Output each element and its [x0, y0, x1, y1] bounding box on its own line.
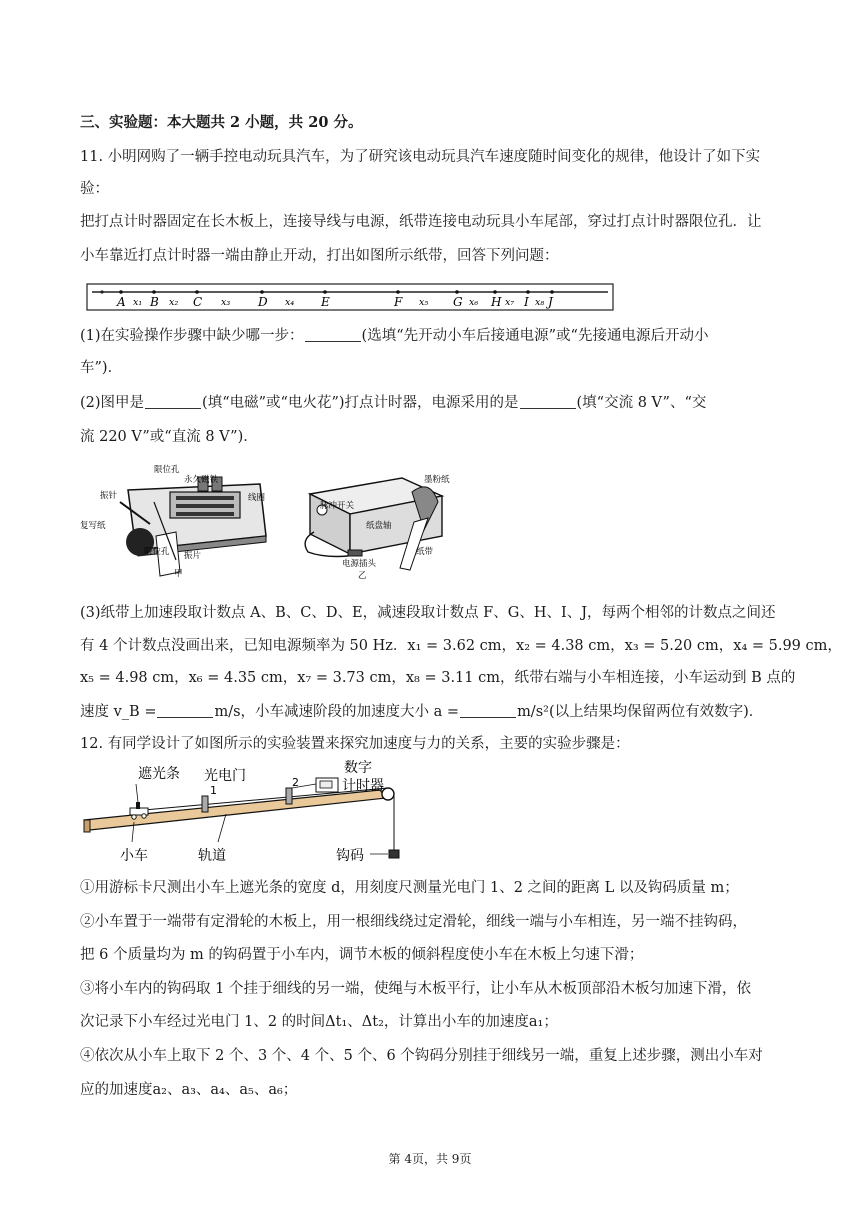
tape-dot-B [152, 290, 156, 294]
tape-segment-label-2: x₂ [169, 297, 179, 308]
fig12-label-strip: 遮光条 [138, 766, 180, 782]
fig-yi-label-4: 电源插头 [342, 559, 377, 569]
q11-part3-line4 [80, 702, 763, 722]
tape-segment-label-4: x₄ [285, 297, 295, 308]
section-heading: 三、实验题：本大题共 2 小题，共 20 分。 [80, 114, 363, 131]
fig-yi-label-2: 纸盘轴 [366, 521, 392, 531]
fig-jia-caption: 甲 [174, 569, 183, 579]
tape-dot-J [550, 290, 554, 294]
q11-part3-line1: (3)纸带上加速段取计数点 A、B、C、D、E，减速段取计数点 F、G、H、I、J，每两个相邻的计数点之间还 [80, 605, 776, 621]
tape-point-label-A: A [117, 295, 126, 309]
fig12-label-timer-2: 计时器 [342, 778, 384, 794]
tape-segment-label-6: x₆ [469, 297, 479, 308]
answer-blank-1 [305, 327, 361, 342]
fig-jia-label-1: 限位孔 [154, 465, 180, 475]
tape-segment-label-8: x₈ [535, 297, 545, 308]
tape-point-label-C: C [193, 295, 203, 309]
q11-part3-text-a: 速度 v_B = [80, 704, 157, 720]
tape-point-label-I: I [524, 295, 529, 309]
fig-yi-caption: 乙 [358, 571, 367, 581]
tape-point-label-G: G [453, 295, 463, 309]
figure-photogate-apparatus [80, 758, 410, 868]
q11-part2-text-b: (填“电磁”或“电火花”)打点计时器，电源采用的是 [202, 395, 519, 411]
fig-jia-label-3: 线圈 [248, 493, 266, 503]
answer-blank-2 [145, 394, 201, 409]
q12-step3-line2: 次记录下小车经过光电门 1、2 的时间Δt₁、Δt₂，计算出小车的加速度a₁； [80, 1014, 558, 1030]
q12-step4-line2: 应的加速度a₂、a₃、a₄、a₅、a₆； [80, 1082, 298, 1098]
q11-part3-line3: x₅ = 4.98 cm，x₆ = 4.35 cm，x₇ = 3.73 cm，x₈ = 3.11 cm，纸带右端与小车相连接，小车运动到 B 点的 [80, 670, 796, 686]
q11-setup-line2: 小车靠近打点计时器一端由静止开动，打出如图所示纸带，回答下列问题： [80, 248, 559, 264]
q11-part2-text-a: (2)图甲是 [80, 395, 145, 411]
q12-step4-line1: ④依次从小车上取下 2 个、3 个、4 个、5 个、6 个钩码分别挂于细线另一端，重复上述步骤，测出小车对 [80, 1048, 763, 1064]
tape-dot-I [526, 290, 530, 294]
q11-part2-line1 [80, 393, 706, 413]
tape-point-label-H: H [491, 295, 502, 309]
q11-part1-text-a: (1)在实验操作步骤中缺少哪一步： [80, 328, 304, 344]
q11-part3-line2: 有 4 个计数点没画出来，已知电源频率为 50 Hz．x₁ = 3.62 cm，x₂ = 4.38 cm，x₃ = 5.20 cm，x₄ = 5.99 cm， [80, 638, 842, 654]
fig-yi-label-1: 脉冲开关 [320, 501, 355, 511]
fig12-label-weight: 钩码 [336, 848, 364, 864]
fig12-label-gate2: 2 [292, 776, 299, 789]
q11-part3-text-b: m/s，小车减速阶段的加速度大小 a = [214, 704, 460, 720]
tape-point-label-B: B [150, 295, 159, 309]
fig-jia-label-0: 振针 [100, 491, 118, 501]
tape-point-label-E: E [321, 295, 330, 309]
q12-intro: 12. 有同学设计了如图所示的实验装置来探究加速度与力的关系，主要的实验步骤是： [80, 736, 630, 752]
fig-jia-label-6: 振片 [184, 551, 202, 561]
q11-part3-text-c: m/s²(以上结果均保留两位有效数字)． [517, 704, 764, 720]
fig12-label-track: 轨道 [198, 848, 226, 864]
fig12-label-gate1: 1 [210, 784, 217, 797]
q11-part1-line1 [80, 326, 708, 346]
q12-step1: ①用游标卡尺测出小车上遮光条的宽度 d，用刻度尺测量光电门 1、2 之间的距离 L 以及钩码质量 m； [80, 880, 739, 896]
tape-dot-H [493, 290, 497, 294]
tape-dot-G [455, 290, 459, 294]
fig-jia-label-4: 复写纸 [80, 521, 106, 531]
tape-segment-label-3: x₃ [221, 297, 231, 308]
tape-point-label-D: D [258, 295, 268, 309]
q11-part2-text-c: (填“交流 8 V”、“交 [576, 395, 707, 411]
answer-blank-5 [460, 703, 516, 718]
fig12-label-cart: 小车 [120, 848, 148, 864]
q12-step2-line2: 把 6 个质量均为 m 的钩码置于小车内，调节木板的倾斜程度使小车在木板上匀速下滑； [80, 947, 644, 963]
fig-yi-label-0: 墨粉纸 [424, 475, 450, 485]
page-footer: 第 4页，共 9页 [388, 1152, 472, 1166]
tape-dot-D [260, 290, 264, 294]
tape-point-label-F: F [394, 295, 403, 309]
answer-blank-3 [520, 394, 576, 409]
fig-jia-label-2: 永久磁铁 [184, 475, 219, 485]
q11-part2-line2: 流 220 V”或“直流 8 V”)． [80, 429, 258, 445]
fig12-label-timer-1: 数字 [344, 760, 372, 776]
tape-dot-F [396, 290, 400, 294]
q11-part1-text-b: (选填“先开动小车后接通电源”或“先接通电源后开动小 [361, 328, 709, 344]
tape-segment-label-5: x₅ [419, 297, 429, 308]
tape-segment-label-1: x₁ [133, 297, 143, 308]
q12-step3-line1: ③将小车内的钩码取 1 个挂于细线的另一端，使绳与木板平行，让小车从木板顶部沿木板匀加速下滑，依 [80, 981, 751, 997]
paper-tape-figure [86, 283, 616, 313]
q11-part1-line2: 车”)． [80, 360, 123, 376]
answer-blank-4 [157, 703, 213, 718]
tape-dot-A [119, 290, 123, 294]
q11-intro-line1: 11. 小明网购了一辆手控电动玩具汽车，为了研究该电动玩具汽车速度随时间变化的规律，他设计了如下实 [80, 149, 761, 165]
tape-point-label-J: J [548, 295, 553, 309]
figure-jia-electromagnetic-timer [80, 462, 280, 582]
tape-dot-C [195, 290, 199, 294]
figure-yi-spark-timer [292, 472, 462, 582]
tape-segment-label-7: x₇ [505, 297, 515, 308]
fig-jia-label-5: 限位孔 [144, 547, 170, 557]
fig-yi-label-3: 纸带 [416, 547, 434, 557]
fig12-label-gate: 光电门 [204, 768, 246, 784]
q12-step2-line1: ②小车置于一端带有定滑轮的木板上，用一根细线绕过定滑轮，细线一端与小车相连，另一端不挂钩码， [80, 914, 747, 930]
q11-setup-line1: 把打点计时器固定在长木板上，连接导线与电源，纸带连接电动玩具小车尾部，穿过打点计时器限位孔．让 [80, 214, 762, 230]
tape-dot-E [323, 290, 327, 294]
q11-intro-line2: 验： [80, 181, 109, 197]
